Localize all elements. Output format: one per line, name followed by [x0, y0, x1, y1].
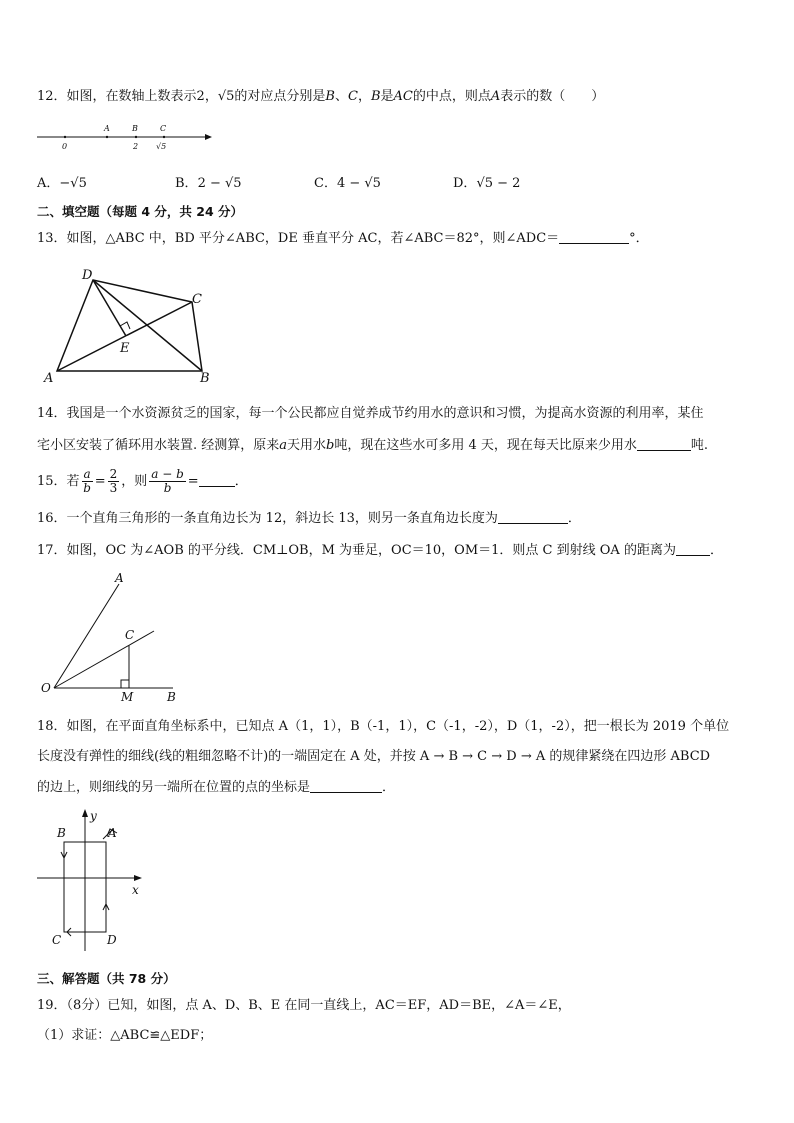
q17-label-O: O — [41, 681, 51, 695]
q12-number-line — [37, 120, 212, 152]
q18-line-3: 的边上，则细线的另一端所在位置的点的坐标是 ． — [37, 780, 396, 795]
q19-line-2: （1）求证：△ABC≌△EDF； — [37, 1028, 213, 1043]
axis-label-B: B — [132, 124, 138, 133]
q15-answer-blank[interactable] — [199, 472, 235, 487]
q12-option-d[interactable]: D．√5 − 2 — [453, 176, 521, 191]
q13-label-C: C — [192, 292, 202, 307]
q18-label-C: C — [52, 933, 62, 947]
q13-stem: 13．如图，△ABC 中，BD 平分∠ABC，DE 垂直平分 AC，若∠ABC＝82°，则∠ADC＝ °． — [37, 231, 649, 246]
section-2-title: 二、填空题（每题 4 分，共 24 分） — [37, 204, 244, 219]
q13-label-E: E — [120, 341, 130, 356]
q17-label-M: M — [121, 690, 134, 704]
q15-fraction-2-3: $\frac{2}{3}$ — [109, 467, 118, 495]
q13-figure — [40, 262, 220, 387]
q12-option-a[interactable]: A．−√5 — [37, 176, 87, 191]
q16-answer-blank[interactable] — [498, 509, 568, 524]
q13-label-D: D — [82, 268, 93, 283]
q13-label-A: A — [44, 371, 54, 386]
axis-label-2: 2 — [133, 142, 139, 151]
axis-label-A: A — [104, 124, 110, 133]
q18-label-A: A — [108, 826, 117, 840]
q17-label-A: A — [115, 571, 124, 585]
q17-label-C: C — [125, 628, 135, 642]
axis-label-rt5: √5 — [156, 142, 167, 151]
axis-label-C: C — [160, 124, 167, 133]
q18-label-D: D — [107, 933, 117, 947]
q15-fraction-a-b: $\frac{a}{b}$ — [83, 467, 91, 495]
q18-label-y: y — [90, 809, 97, 823]
q13-answer-blank[interactable] — [559, 229, 629, 244]
q18-line-2: 长度没有弹性的细线(线的粗细忽略不计)的一端固定在 A 处，并按 A → B → C → D → A 的规律紧绕在四边形 ABCD — [37, 749, 711, 764]
q17-label-B: B — [167, 690, 176, 704]
q18-answer-blank[interactable] — [310, 778, 382, 793]
q12-option-b[interactable]: B．2 − √5 — [175, 176, 242, 191]
section-3-title: 三、解答题（共 78 分） — [37, 971, 176, 986]
q13-label-B: B — [200, 371, 210, 386]
q14-answer-blank[interactable] — [637, 436, 691, 451]
q14-line-1: 14．我国是一个水资源贫乏的国家，每一个公民都应自觉养成节约用水的意识和习惯，为提高水资源的利用率，某住 — [37, 406, 704, 421]
q18-figure — [37, 806, 152, 956]
q17-answer-blank[interactable] — [676, 541, 710, 556]
q18-line-1: 18．如图，在平面直角坐标系中，已知点 A（1，1），B（-1，1），C（-1，-2），D（1，-2），把一根长为 2019 个单位 — [37, 719, 730, 734]
q15-stem: 15．若 $\frac{a}{b}$ = $\frac{2}{3}$ ，则 $\frac{a - b}{b}$ = ． — [37, 467, 248, 495]
q18-label-x: x — [132, 883, 139, 897]
q16-stem: 16．一个直角三角形的一条直角边长为 12，斜边长 13，则另一条直角边长度为 ． — [37, 511, 581, 526]
q14-line-2: 宅小区安装了循环用水装置. 经测算，原来a天用水b吨，现在这些水可多用 4 天，现在每天比原来少用水 吨. — [37, 438, 709, 453]
q12-option-c[interactable]: C．4 − √5 — [314, 176, 381, 191]
q17-figure — [37, 570, 187, 705]
q12-stem: 12．如图，在数轴上数表示2，√5的对应点分别是B、C，B是AC的中点，则点A表示的数（ ） — [37, 89, 605, 104]
q18-label-B: B — [57, 826, 66, 840]
q15-fraction-amb-b: $\frac{a - b}{b}$ — [151, 467, 184, 495]
axis-label-0: 0 — [62, 142, 68, 151]
q17-stem: 17．如图，OC 为∠AOB 的平分线．CM⊥OB，M 为垂足，OC＝10，OM＝1．则点 C 到射线 OA 的距离为 ． — [37, 543, 723, 558]
q19-line-1: 19．（8分）已知，如图，点 A、D、B、E 在同一直线上，AC＝EF，AD＝BE，∠A＝∠E， — [37, 998, 571, 1013]
